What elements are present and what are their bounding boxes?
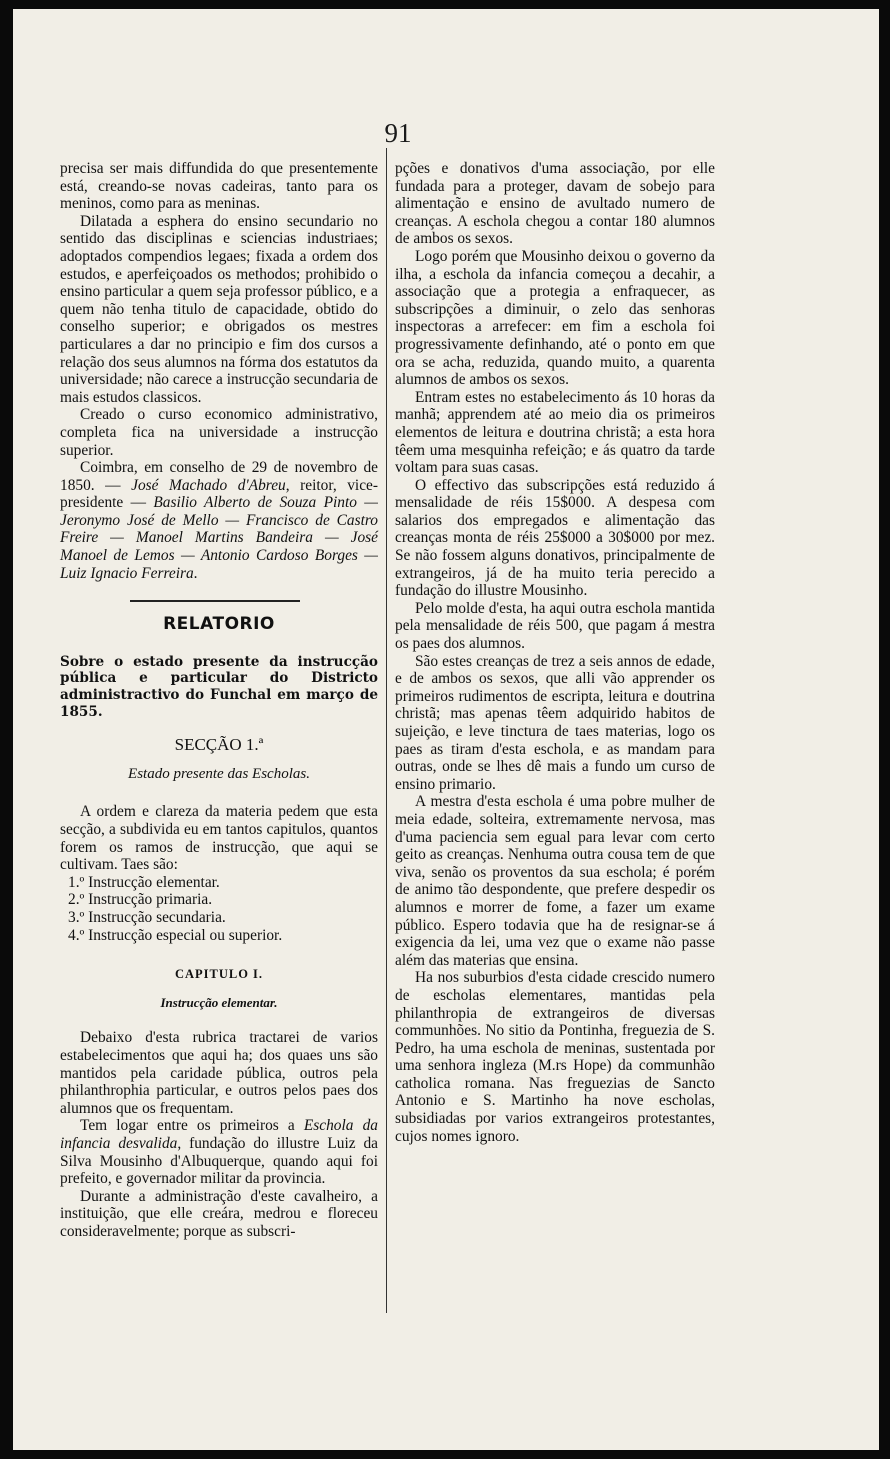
text-run: , fundação do illustre Luiz da Silva Mousinho d'Albuquerque, quando aqui foi prefeito, e governador militar da provincia.: [60, 1134, 378, 1188]
list-item: 2.º Instrucção primaria.: [68, 891, 213, 909]
right-column: [395, 160, 715, 1145]
paragraph: A mestra d'esta eschola é uma pobre mulher de meia edade, solteira, extremamente nervosa, mas d'uma paciencia sem egual para levar com certo geito as creanças. Nenhuma outra cousa tem de que viva, senão os proventos da sua eschola; é porém de animo tão despondente, que prefere despedir os alumnos e morrer de fome, a fazer um exame público. Espero todavia que ha de resignar-se á exigencia da lei, uma vez que o exame não passe além das materias que ensina.: [395, 793, 715, 969]
page-number: 91: [384, 118, 412, 148]
signature-name-reitor: José Machado d'Abreu: [131, 476, 286, 494]
instruction-list: [60, 874, 378, 944]
chapter-heading: CAPITULO I.: [174, 967, 264, 982]
relatorio-subtitle: Sobre o estado presente da instrucção pública e particular do Districto administractivo do Funchal em março de 1855.: [60, 653, 378, 720]
paragraph: São estes creanças de trez a seis annos de edade, e de ambos os sexos, que alli vão apprender os primeiros rudimentos de escripta, leitura e doutrina christã; mas apenas têem adquirido habitos de sujeição, e leve tinctura de taes materias, logo os paes as tiram d'esta eschola, e as mandam para outras, onde se lhes dê mais a fundo um curso de ensino primario.: [395, 652, 715, 793]
signature-intro: Coimbra, em conselho de 29 de novembro de 1850. —: [60, 459, 378, 494]
left-column: [60, 160, 378, 1240]
signature-paragraph: [60, 459, 378, 582]
paragraph: pções e donativos d'uma associação, por elle fundada para a proteger, davam de sobejo para alimentação e ensino de avultado numero de creanças. A eschola chegou a contar 180 alumnos de ambos os sexos.: [395, 160, 715, 248]
paragraph: A ordem e clareza da materia pedem que esta secção, a subdivida eu em tantos capitulos, quantos forem os ramos de instrucção, que aqui se cultivam. Taes são:: [60, 803, 378, 874]
paragraph: Dilatada a esphera do ensino secundario no sentido das disciplinas e sciencias industriaes; adoptados compendios legaes; fixada a ordem dos estudos, e aperfeiçoados os methodos; prohibido o ensino particular a quem seja professor público, e a quem não tenha titulo de capacidade, obtido do conselho superior; e obrigados os mestres particulares a dar no principio e fim dos cursos a relação dos seus alumnos na fórma dos estatutos da universidade; não carece a instrucção secundaria de mais estudos classicos.: [60, 212, 378, 406]
paragraph: Pelo molde d'esta, ha aqui outra eschola mantida pela mensalidade de réis 500, que pagam á mestra os paes dos alumnos.: [395, 599, 715, 653]
paragraph: Entram estes no estabelecimento ás 10 horas da manhã; apprendem até ao meio dia os primeiros elementos de leitura e doutrina christã; a esta hora têem uma mesquinha refeição; e ás quatro da tarde voltam para suas casas.: [395, 388, 715, 477]
text-run-italic: Eschola da infancia desvalida: [60, 1117, 378, 1152]
relatorio-title: RELATORIO: [163, 614, 275, 635]
paragraph: [60, 1117, 378, 1187]
text-run: Tem logar entre os primeiros a: [80, 1117, 304, 1135]
column-divider: [386, 148, 387, 1313]
paragraph: precisa ser mais diffundida do que presentemente está, creando-se novas cadeiras, tanto para os meninos, como para as meninas.: [60, 160, 378, 213]
paragraph: Debaixo d'esta rubrica tractarei de varios estabelecimentos que aqui ha; dos quaes uns são mantidos pela caridade pública, outros pela philanthrophia particular, e outros pelos paes dos alumnos que os frequentam.: [60, 1029, 378, 1117]
paragraph: O effectivo das subscripções está reduzido á mensalidade de réis 15$000. A despesa com salarios dos empregados e alimentação das creanças monta de réis 25$000 a 30$000 por mez. Se não fossem alguns donativos, principalmente de extrangeiros, já de ha muito teria perecido a fundação do illustre Mousinho.: [395, 476, 715, 600]
paragraph: Ha nos suburbios d'esta cidade crescido numero de escholas elementares, mantidas pela philanthropia de extrangeiros de diversas communhões. No sitio da Pontinha, freguezia de S. Pedro, ha uma eschola de meninas, sustentada por uma senhora ingleza (M.rs Hope) da communhão catholica romana. Nas freguezias de Sancto Antonio e S. Martinho ha nove escholas, subsidiadas por varios extrangeiros protestantes, cujos nomes ignoro.: [395, 969, 715, 1145]
paragraph: Creado o curso economico administrativo, completa fica na universidade a instrucção superior.: [60, 406, 378, 459]
section-rule: [130, 600, 300, 602]
section-subheading: Estado presente das Escholas.: [128, 765, 310, 782]
chapter-subheading: Instrucção elementar.: [160, 994, 278, 1010]
signature-end: .: [193, 564, 198, 582]
paragraph: Durante a administração d'este cavalheiro, a instituição, que elle creára, medrou e floreceu consideravelmente; porque as subscri-: [60, 1187, 378, 1240]
paragraph: Logo porém que Mousinho deixou o governo da ilha, a eschola da infancia começou a decahir, a associação que a protegia a enfraquecer, as subscripções a diminuir, o zelo das senhoras inspectoras a arrefecer: em fim a eschola foi progressivamente definhando, até o ponto em que ora se acha, reduzida, quando muito, a quarenta alumnos de ambos os sexos.: [395, 247, 715, 389]
list-item: 1.º Instrucção elementar.: [68, 873, 220, 891]
signature-role: , reitor, vice-presidente —: [60, 476, 378, 512]
signature-names: Basilio Alberto de Souza Pinto — Jeronymo José de Mello — Francisco de Castro Freire — Manoel Martins Bandeira — José Manoel de Lemos — Antonio Cardoso Borges — Luiz Ignacio Ferreira: [60, 494, 378, 582]
section-heading: SECÇÃO 1.ª: [174, 735, 264, 755]
list-item: 4.º Instrucção especial ou superior.: [68, 926, 283, 944]
list-item: 3.º Instrucção secundaria.: [68, 908, 226, 926]
